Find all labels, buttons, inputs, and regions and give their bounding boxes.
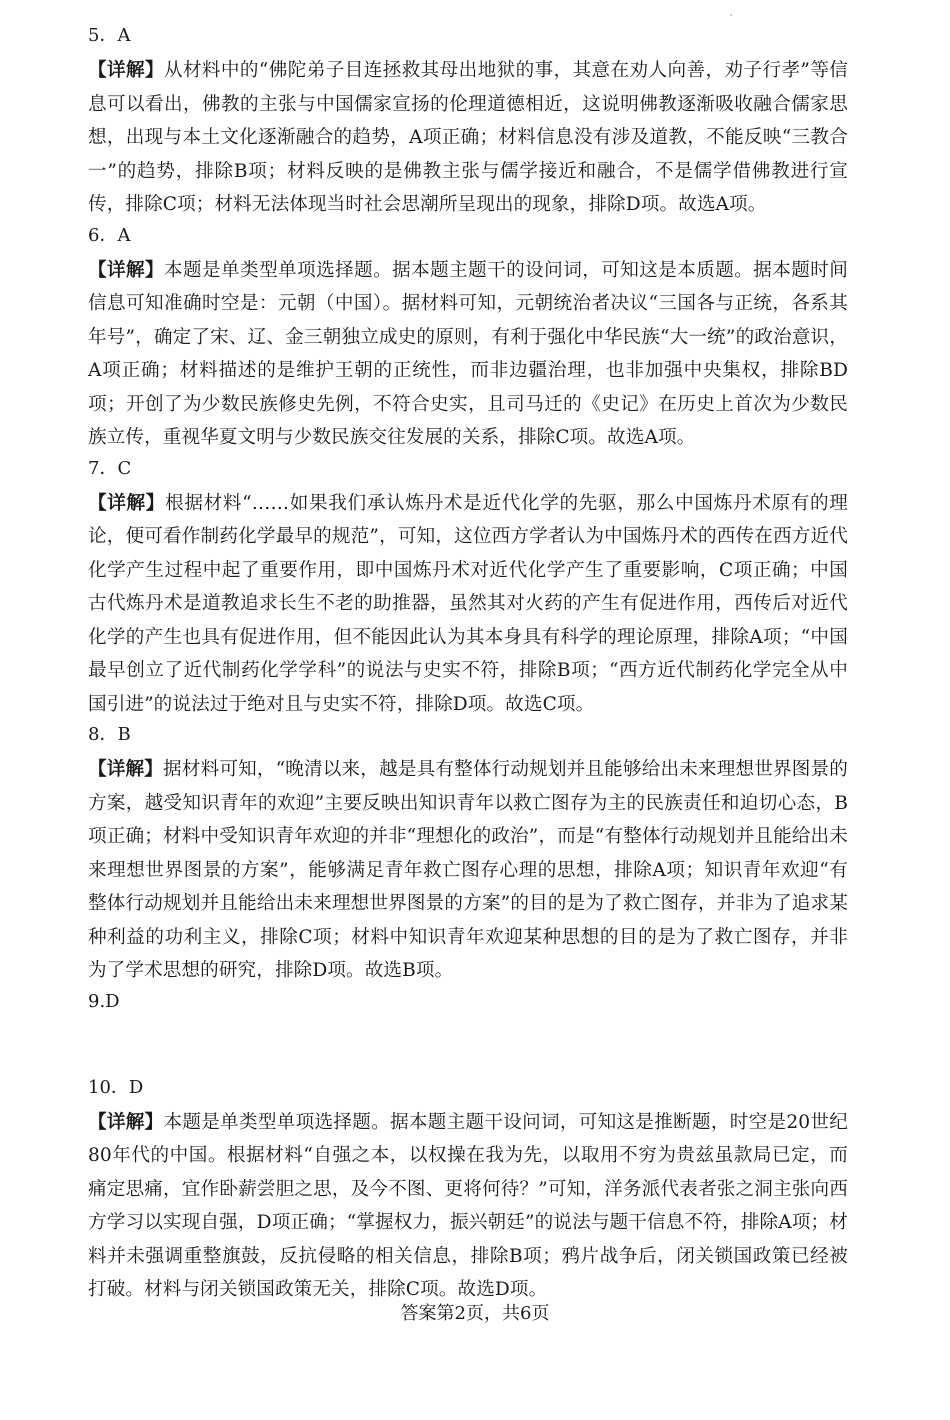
answer-number: 8．B [88, 724, 131, 745]
explanation-text: 本题是单类型单项选择题。据本题主题干设问词，可知这是推断题，时空是20世纪80年代的中国。根据材料“自强之本，以权操在我为先，以取用不穷为贵兹虽款局已定，而痛定思痛，宜作卧薪尝胆之思，及今不图、更将何待？”可知，洋务派代表者张之洞主张向西方学习以实现自强，D项正确；“掌握权力，振兴朝廷”的说法与题干信息不符，排除A项；材料并未强调重整旗鼓，反抗侵略的相关信息，排除B项；鸦片战争后，闭关锁国政策已经被打破。材料与闭关锁国政策无关，排除C项。故选D项。 [88, 1111, 848, 1300]
answer-explanation [88, 254, 848, 455]
explanation-tag: 【详解】 [88, 1111, 164, 1133]
answer-explanation [88, 54, 848, 222]
answer-item-8 [88, 721, 848, 988]
blank-gap [88, 1020, 848, 1074]
answer-page [88, 22, 848, 1307]
answer-number: 7．C [88, 457, 132, 479]
scan-speck [730, 14, 732, 16]
answer-number: 5．A [88, 25, 131, 46]
explanation-text: 据材料可知，“晚清以来，越是具有整体行动规划并且能够给出未来理想世界图景的方案，越受知识青年的欢迎”主要反映出知识青年以救亡图存为主的民族责任和迫切心态，B项正确；材料中受知识青年欢迎的并非“理想化的政治”，而是“有整体行动规划并且能给出未来理想世界图景的方案”，能够满足青年救亡图存心理的思想，排除A项；知识青年欢迎“有整体行动规划并且能给出未来理想世界图景的方案”的目的是为了救亡图存，并非为了追求某种利益的功利主义，排除C项；材料中知识青年欢迎某种思想的目的是为了救亡图存，并非为了学术思想的研究，排除D项。故选B项。 [88, 759, 848, 981]
answer-explanation [88, 487, 848, 722]
answer-item-10 [88, 1074, 848, 1307]
answer-item-6 [88, 222, 848, 455]
explanation-text: 本题是单类型单项选择题。据本题主题干的设问词，可知这是本质题。据本题时间信息可知准确时空是：元朝（中国）。据材料可知，元朝统治者决议“三国各与正统，各系其年号”，确定了宋、辽、金三朝独立成史的原则，有利于强化中华民族“大一统”的政治意识，A项正确；材料描述的是维护王朝的正统性，而非边疆治理，也非加强中央集权，排除BD项；开创了为少数民族修史先例，不符合史实，且司马迁的《史记》在历史上首次为少数民族立传，重视华夏文明与少数民族交往发展的关系，排除C项。故选A项。 [88, 259, 848, 448]
explanation-text: 根据材料“……如果我们承认炼丹术是近代化学的先驱，那么中国炼丹术原有的理论，便可看作制药化学最早的规范”，可知，这位西方学者认为中国炼丹术的西传在西方近代化学产生过程中起了重要作用，即中国炼丹术对近代化学产生了重要影响，C项正确；中国古代炼丹术是道教追求长生不老的助推器，虽然其对火药的产生有促进作用，西传后对近代化学的产生也具有促进作用，但不能因此认为其本身具有科学的理论原理，排除A项；“中国最早创立了近代制药化学学科”的说法与史实不符，排除B项；“西方近代制药化学完全从中国引进”的说法过于绝对且与史实不符，排除D项。故选C项。 [88, 492, 849, 715]
explanation-tag: 【详解】 [88, 60, 164, 81]
explanation-tag: 【详解】 [88, 259, 165, 281]
answer-number: 9.D [88, 990, 120, 1012]
explanation-tag: 【详解】 [88, 759, 164, 780]
answer-explanation [88, 753, 848, 988]
answer-item-9 [88, 988, 848, 1074]
answer-explanation [88, 1106, 848, 1307]
page-footer: 答案第2页，共6页 [400, 1303, 550, 1324]
answer-number: 6．A [88, 224, 131, 246]
explanation-text: 从材料中的“佛陀弟子目连拯救其母出地狱的事，其意在劝人向善，劝子行孝”等信息可以看出，佛教的主张与中国儒家宣扬的伦理道德相近，这说明佛教逐渐吸收融合儒家思想，出现与本土文化逐渐融合的趋势，A项正确；材料信息没有涉及道教，不能反映“三教合一”的趋势，排除B项；材料反映的是佛教主张与儒学接近和融合，不是儒学借佛教进行宣传，排除C项；材料无法体现当时社会思潮所呈现出的现象，排除D项。故选A项。 [88, 60, 848, 215]
explanation-tag: 【详解】 [88, 492, 166, 514]
answer-number: 10．D [88, 1076, 144, 1098]
answer-item-5 [88, 22, 848, 222]
answer-item-7 [88, 455, 848, 722]
